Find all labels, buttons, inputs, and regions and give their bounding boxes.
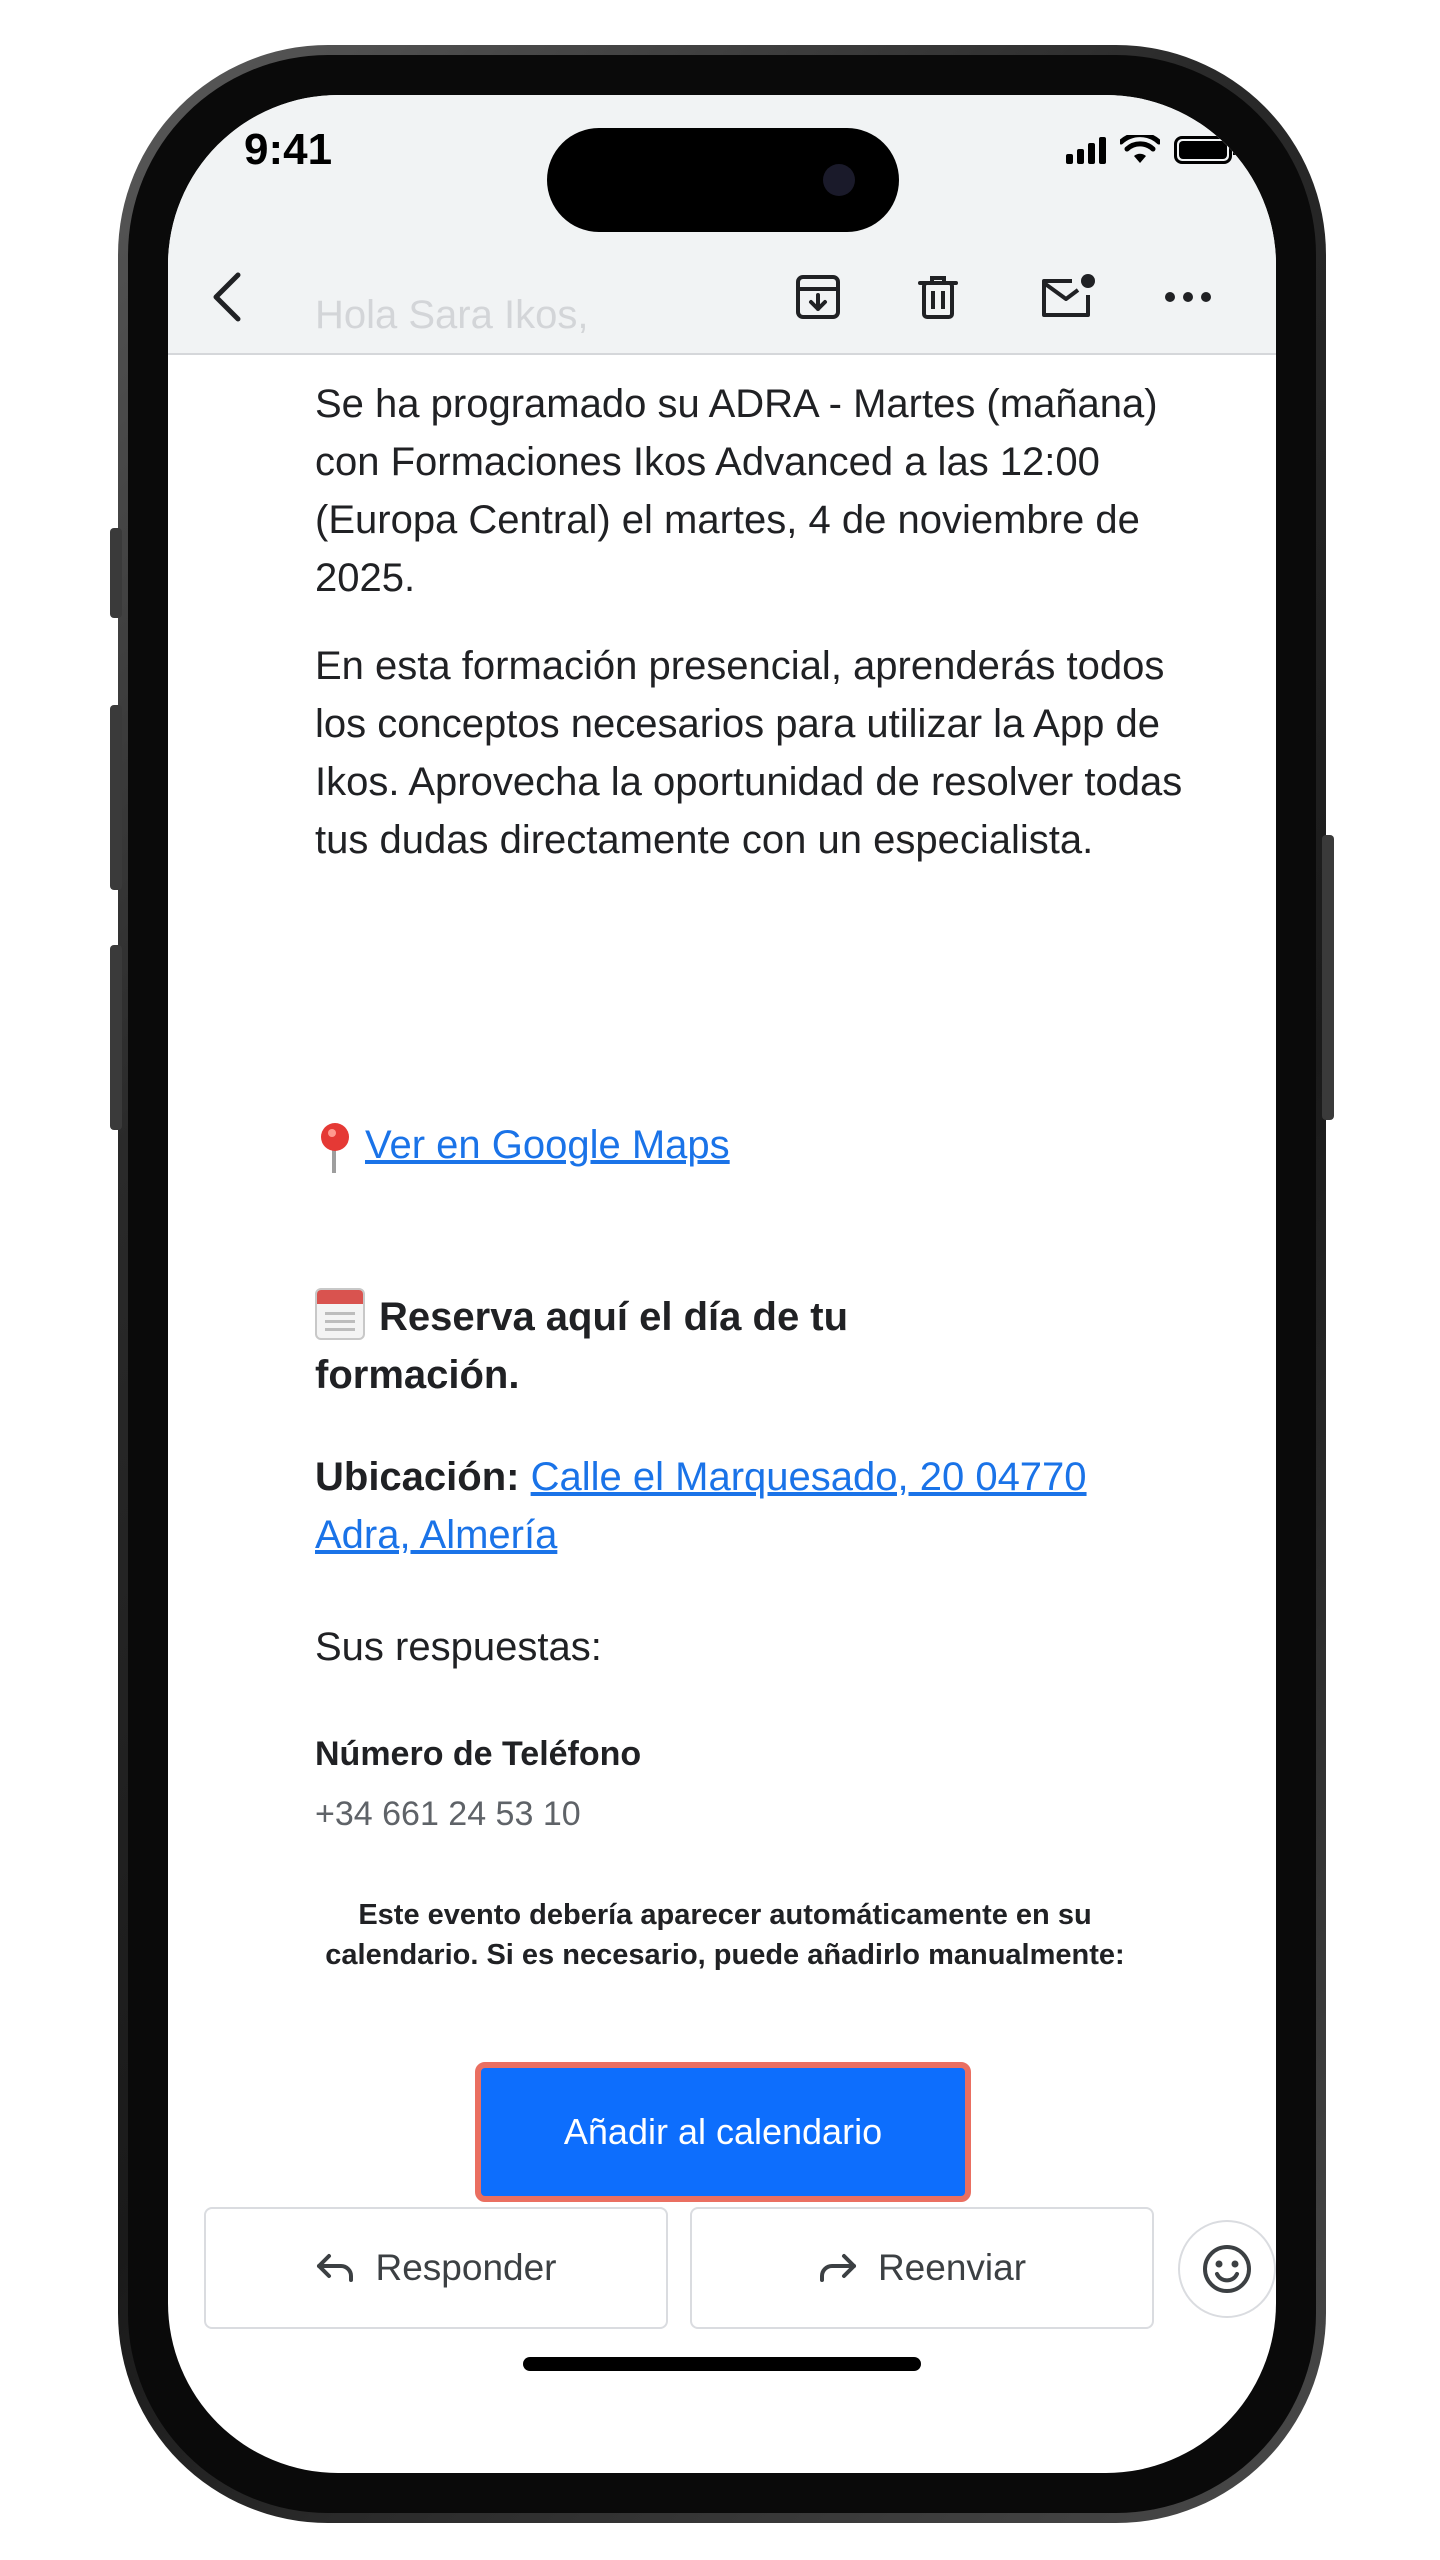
email-paragraph-description: En esta formación presencial, aprenderás todos los conceptos necesarios para utilizar la App de Ikos. Aprovecha la oportunidad de resolver todas tus dudas directamente con un especialista. [315,644,1183,862]
smiley-icon [1200,2242,1254,2296]
forward-button[interactable] [690,2207,1154,2329]
status-time: 9:41 [244,125,333,174]
forward-icon [818,2252,858,2284]
status-bar [168,95,1276,245]
phone-screen [168,95,1276,2473]
dynamic-island [547,128,899,232]
action-button [110,528,122,618]
battery-icon [1174,136,1232,164]
phone-value: +34 661 24 53 10 [315,1795,581,1833]
email-toolbar [168,245,1276,355]
reply-icon [315,2252,355,2284]
mark-unread-icon[interactable] [1028,257,1108,337]
delete-icon[interactable] [898,257,978,337]
reserve-heading [315,1288,1015,1404]
reserve-text: Reserva aquí el día de tu formación. [315,1295,849,1397]
emoji-reaction-button[interactable] [1178,2220,1276,2318]
power-button [1322,835,1334,1120]
status-icons [1066,135,1232,165]
more-icon[interactable] [1148,257,1228,337]
calendar-icon [315,1288,365,1340]
home-indicator[interactable] [523,2357,921,2371]
archive-icon[interactable] [778,257,858,337]
location-label: Ubicación: [315,1455,520,1499]
answers-title: Sus respuestas: [315,1625,602,1669]
location-address-link[interactable]: Calle el Marquesado, 20 04770 Adra, Almería [315,1455,1087,1557]
add-to-calendar-button[interactable]: Añadir al calendario [475,2062,971,2202]
google-maps-link[interactable]: Ver en Google Maps [365,1122,730,1167]
calendar-notice: Este evento debería aparecer automáticamente en su calendario. Si es necesario, puede añadirlo manualmente: [325,1899,1125,1971]
pin-icon [315,1117,355,1173]
location-row [315,1448,1115,1564]
camera-icon [823,164,855,196]
signal-icon [1066,136,1106,164]
volume-up-button [110,705,122,890]
reply-label: Responder [375,2247,557,2288]
reply-button[interactable] [204,2207,668,2329]
email-body [315,375,1195,869]
phone-label: Número de Teléfono [315,1735,642,1773]
maps-row [315,1117,730,1173]
email-paragraph-schedule: Se ha programado su ADRA - Martes (mañana) con Formaciones Ikos Advanced a las 12:00 (Europa Central) el martes, 4 de noviembre de 2025. [315,382,1158,600]
faded-greeting: Hola Sara Ikos, [315,293,589,337]
back-icon[interactable] [188,257,268,337]
volume-down-button [110,945,122,1130]
forward-label: Reenviar [877,2247,1027,2288]
wifi-icon [1120,135,1160,165]
